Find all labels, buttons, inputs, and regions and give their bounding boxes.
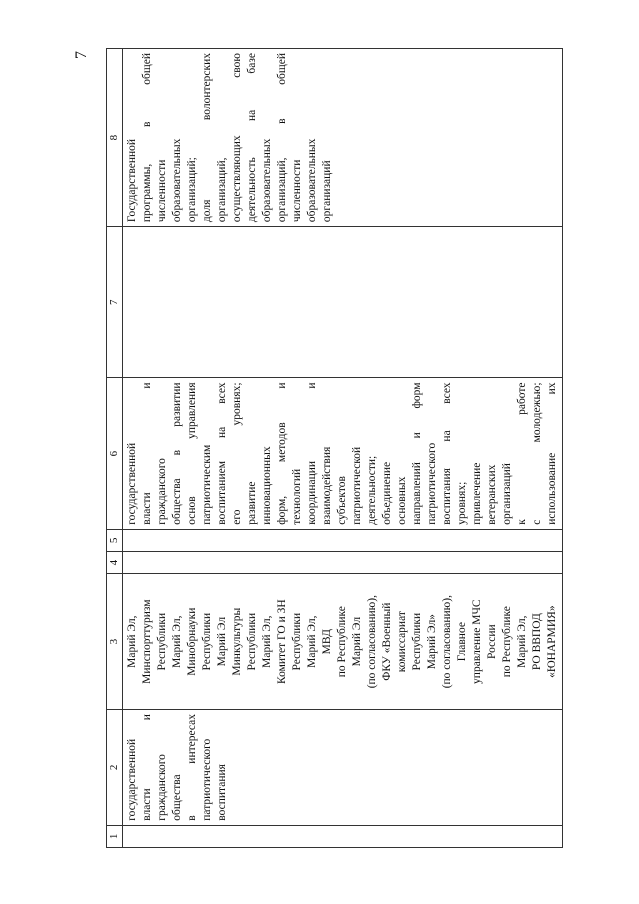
cell-col-1 <box>123 825 563 847</box>
cell-line: основ управления <box>186 382 198 525</box>
cell-line: форм, методов и <box>276 382 288 525</box>
cell-line: патриотической <box>351 446 363 525</box>
cell-line: государственной <box>126 442 138 525</box>
cell-line: организаций, <box>216 157 228 223</box>
cell-line: общества <box>171 774 183 821</box>
cell-line: с молодежью; <box>531 382 543 525</box>
cell-col-5 <box>123 529 563 551</box>
header-row <box>107 49 123 848</box>
cell-line: России <box>486 624 498 659</box>
cell-line: инновационных <box>261 446 273 525</box>
cell-line: общества в развитии <box>171 382 183 525</box>
header-col-5: 5 <box>107 529 123 551</box>
cell-line: развитие <box>246 481 258 525</box>
cell-line: РО ВВПОД <box>531 613 543 671</box>
cell-line: в интересах <box>186 714 198 821</box>
rotated-table-container <box>106 48 558 848</box>
cell-line: Республики <box>201 612 213 671</box>
cell-line: образовательных <box>171 138 183 223</box>
page-number: 7 <box>73 51 90 59</box>
cell-line: МВД <box>321 629 333 655</box>
cell-line: уровнях; <box>456 481 468 525</box>
cell-line: привлечение <box>471 462 483 525</box>
cell-line: использование их <box>546 382 558 525</box>
cell-line: патриотического <box>426 442 438 525</box>
cell-line: организаций; <box>186 157 198 223</box>
cell-line: организаций <box>321 160 333 223</box>
cell-line: Главное <box>456 622 468 662</box>
cell-line: направлений и форм <box>411 382 423 525</box>
cell-line: технологий <box>291 468 303 525</box>
cell-line: Минкультуры <box>231 607 243 676</box>
cell-line: «ЮНАРМИЯ» <box>546 605 558 678</box>
cell-line: Комитет ГО и ЗН <box>276 599 288 685</box>
header-col-7: 7 <box>107 227 123 378</box>
table-row <box>123 49 563 848</box>
cell-col-3 <box>123 574 563 710</box>
cell-line: Республики <box>156 612 168 671</box>
program-table <box>106 48 563 848</box>
cell-col-8 <box>123 49 563 227</box>
cell-line: по Республике <box>336 606 348 678</box>
cell-line: основных <box>396 476 408 525</box>
cell-line: государственной власти и <box>126 714 153 821</box>
cell-line: власти и <box>141 382 153 525</box>
cell-line: координации и <box>306 382 318 525</box>
cell-line: Марий Эл, <box>306 615 318 668</box>
cell-line: воспитания на всех <box>441 382 453 525</box>
header-col-3: 3 <box>107 574 123 710</box>
cell-line: комиссариат <box>396 611 408 673</box>
header-col-2: 2 <box>107 710 123 826</box>
cell-line: организаций <box>501 463 513 525</box>
cell-line: по Республике <box>501 606 513 678</box>
cell-line: Марий Эл <box>216 616 228 667</box>
cell-line: ветеранских <box>486 464 498 525</box>
cell-line: Марий Эл, <box>516 615 528 668</box>
cell-line: Республики <box>411 612 423 671</box>
cell-line: деятельность на базе <box>246 53 258 223</box>
header-col-1: 1 <box>107 825 123 847</box>
cell-line: объединение <box>381 461 393 525</box>
cell-line: гражданского <box>156 754 168 821</box>
cell-line: образовательных <box>261 138 273 223</box>
cell-line: Марий Эл, <box>126 615 138 668</box>
cell-col-6 <box>123 378 563 529</box>
cell-col-2 <box>123 710 563 826</box>
cell-line: программы, в общей <box>141 53 153 223</box>
cell-line: образовательных <box>306 138 318 223</box>
cell-line: Республики <box>291 612 303 671</box>
cell-line: патриотическим <box>201 444 213 525</box>
cell-line: его уровнях; <box>231 382 243 525</box>
cell-line: Минспорттуризм <box>141 599 153 684</box>
cell-line: к работе <box>516 382 528 525</box>
cell-line: Республики <box>246 612 258 671</box>
cell-line: воспитания <box>216 764 228 821</box>
cell-line: численности <box>156 159 168 223</box>
cell-line: Государственной <box>126 138 138 223</box>
cell-line: взаимодействия <box>321 446 333 525</box>
cell-line: организаций, в общей <box>276 53 288 223</box>
cell-line: (по согласованию), <box>441 595 453 689</box>
cell-line: (по согласованию), <box>366 595 378 689</box>
cell-line: численности <box>291 159 303 223</box>
cell-line: деятельности; <box>366 455 378 525</box>
header-col-8: 8 <box>107 49 123 227</box>
cell-line: Минобрнауки <box>186 607 198 676</box>
cell-line: доля волонтерских <box>201 53 213 223</box>
cell-col-7 <box>123 227 563 378</box>
cell-line: Марий Эл, <box>171 615 183 668</box>
cell-line: осуществляющих свою <box>231 53 243 223</box>
cell-line: воспитанием на всех <box>216 382 228 525</box>
cell-line: ФКУ «Военный <box>381 602 393 681</box>
cell-line: Марий Эл» <box>426 614 438 670</box>
cell-line: Марий Эл <box>351 616 363 667</box>
cell-line: субъектов <box>336 476 348 525</box>
header-col-4: 4 <box>107 552 123 574</box>
cell-line: патриотического <box>201 738 213 821</box>
cell-line: Марий Эл, <box>261 615 273 668</box>
cell-line: гражданского <box>156 458 168 525</box>
cell-col-4 <box>123 552 563 574</box>
header-col-6: 6 <box>107 378 123 529</box>
cell-line: управление МЧС <box>471 599 483 684</box>
